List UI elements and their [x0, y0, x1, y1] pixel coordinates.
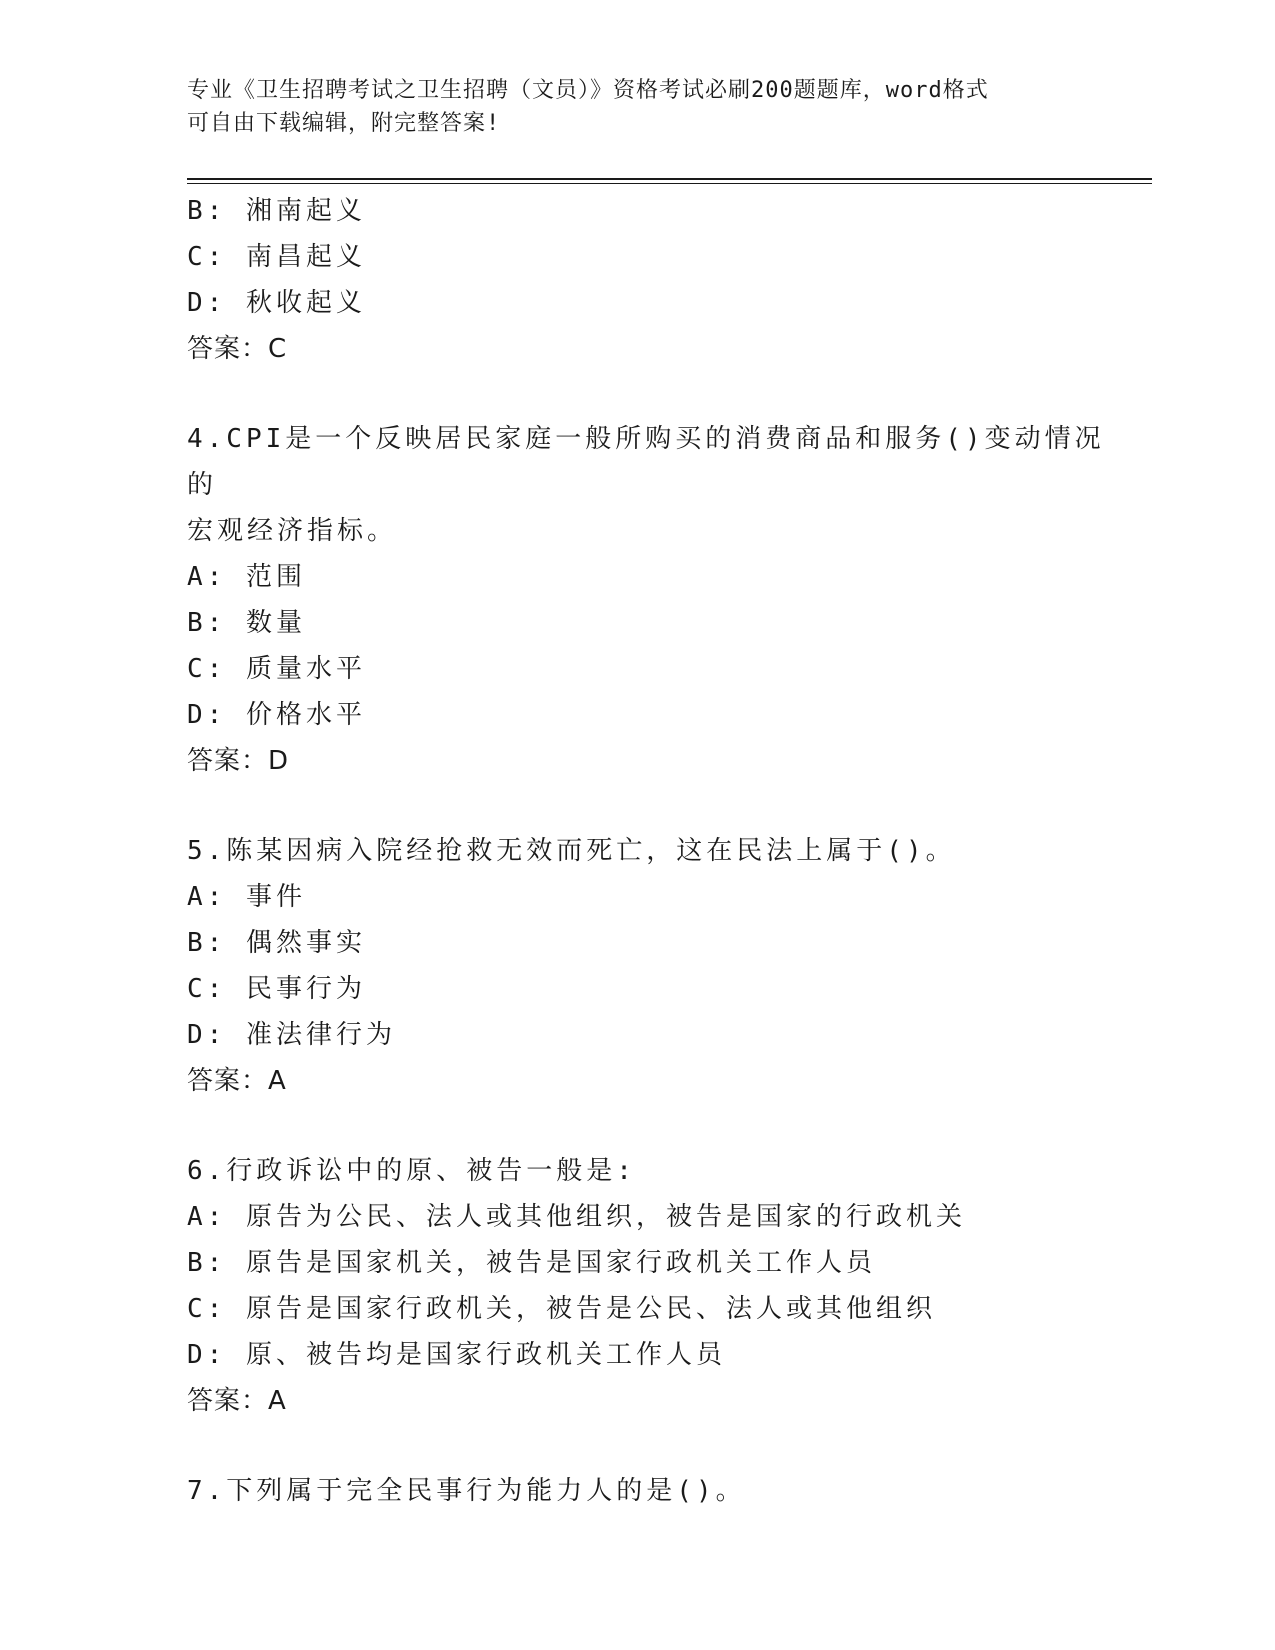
question-3 — [187, 188, 1107, 372]
header-divider-thick — [187, 178, 1152, 180]
question-spacer — [187, 784, 1107, 828]
answer-line: 答案：C — [187, 334, 288, 364]
option-a: A: 范围 — [187, 562, 306, 592]
question-stem: 5.陈某因病入院经抢救无效而死亡，这在民法上属于()。 — [187, 836, 956, 866]
option-c: C: 原告是国家行政机关，被告是公民、法人或其他组织 — [187, 1294, 936, 1324]
answer-line: 答案：A — [187, 1386, 287, 1416]
question-list — [187, 188, 1107, 1514]
question-spacer — [187, 1104, 1107, 1148]
question-stem: 4.CPI是一个反映居民家庭一般所购买的消费商品和服务()变动情况的 — [187, 424, 1105, 500]
question-4 — [187, 416, 1107, 784]
option-d: D: 原、被告均是国家行政机关工作人员 — [187, 1340, 726, 1370]
question-7 — [187, 1468, 1107, 1514]
option-b: B: 偶然事实 — [187, 928, 366, 958]
question-5 — [187, 828, 1107, 1104]
option-b: B: 原告是国家机关，被告是国家行政机关工作人员 — [187, 1248, 876, 1278]
question-stem: 6.行政诉讼中的原、被告一般是: — [187, 1156, 636, 1186]
option-d: D: 价格水平 — [187, 700, 366, 730]
option-c: C: 民事行为 — [187, 974, 366, 1004]
question-6 — [187, 1148, 1107, 1424]
header-title-line2: 可自由下载编辑，附完整答案! — [187, 111, 501, 136]
option-c: C: 南昌起义 — [187, 242, 366, 272]
option-d: D: 秋收起义 — [187, 288, 366, 318]
question-stem: 7.下列属于完全民事行为能力人的是()。 — [187, 1476, 746, 1506]
option-c: C: 质量水平 — [187, 654, 366, 684]
option-b: B: 湘南起义 — [187, 196, 366, 226]
option-d: D: 准法律行为 — [187, 1020, 396, 1050]
question-stem-continued: 宏观经济指标。 — [187, 516, 398, 546]
answer-line: 答案：D — [187, 746, 290, 776]
option-a: A: 原告为公民、法人或其他组织，被告是国家的行政机关 — [187, 1202, 966, 1232]
header-title-line1: 专业《卫生招聘考试之卫生招聘（文员）》资格考试必刷200题题库，word格式 — [187, 78, 989, 103]
question-spacer — [187, 1424, 1107, 1468]
header-divider-thin — [187, 183, 1152, 184]
answer-line: 答案：A — [187, 1066, 287, 1096]
option-b: B: 数量 — [187, 608, 306, 638]
option-a: A: 事件 — [187, 882, 306, 912]
document-header — [187, 74, 1087, 140]
question-spacer — [187, 372, 1107, 416]
